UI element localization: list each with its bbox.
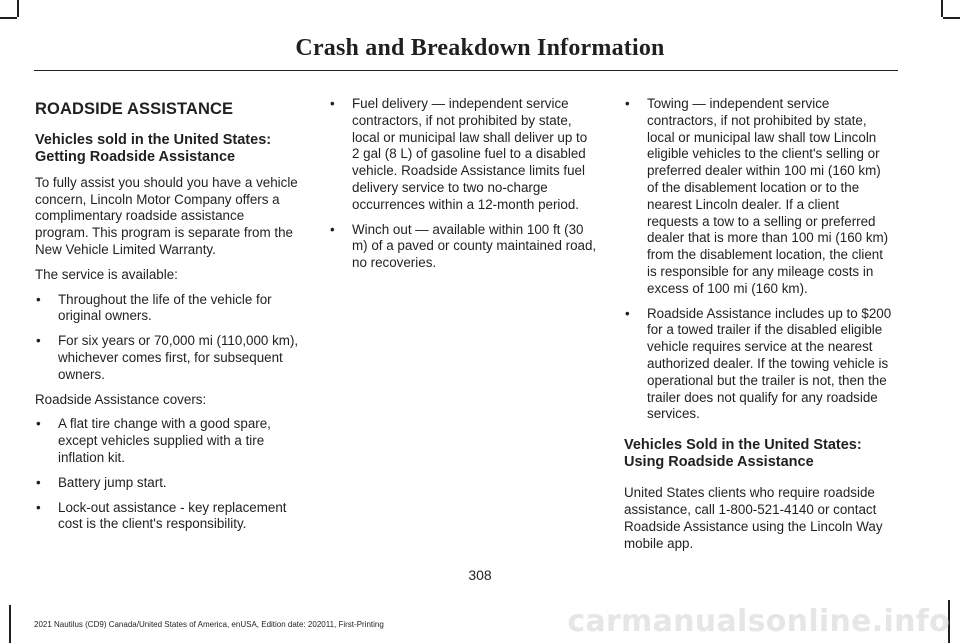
list-item-text: For six years or 70,000 mi (110,000 km), whichever comes first, for subsequent owners. — [58, 333, 299, 382]
list-item-text: Roadside Assistance includes up to $200 for a towed trailer if the disabled eligible vehicle requires service at the nearest authorized dealer. If the towing vehicle is operational but the trailer is not, then the trailer does not qualify for any roadside services. — [647, 305, 892, 422]
crop-mark-top-left-v — [17, 0, 19, 17]
page-header-title: Crash and Breakdown Information — [295, 35, 665, 61]
bullet-icon: • — [36, 474, 41, 490]
list-item — [329, 222, 597, 272]
list-item — [624, 306, 892, 424]
list-item-text: Battery jump start. — [58, 474, 167, 490]
list-item — [35, 500, 301, 534]
crop-mark-bottom-left-v — [9, 605, 11, 643]
covers-list-continued-2 — [624, 96, 892, 423]
footer-edition-info: 2021 Nautilus (CD9) Canada/United States of America, enUSA, Edition date: 202011, First-Printing — [34, 620, 384, 629]
bullet-icon: • — [330, 221, 335, 237]
available-label: The service is available: — [35, 266, 178, 282]
header-rule — [34, 70, 898, 71]
contact-paragraph: United States clients who require roadside assistance, call 1-800-521-4140 or contact Roadside Assistance using the Lincoln Way mobile app. — [624, 485, 883, 551]
intro-paragraph: To fully assist you should you have a vehicle concern, Lincoln Motor Company offers a complimentary roadside assistance program. This program is separate from the New Vehicle Limited Warranty. — [35, 174, 298, 257]
list-item-text: Winch out — available within 100 ft (30 m) of a paved or county maintained road, no recoveries. — [352, 221, 597, 271]
list-item-text: Towing — independent service contractors, if not prohibited by state, local or municipal law shall tow Lincoln eligible vehicles to the client's selling or preferred dealer within 100 mi (160 km) of the disablement location or to the nearest Lincoln dealer. If a client requests a tow to a selling or preferred dealer that is more than 100 mi (160 km) from the disablement location, the client is responsible for any mileage costs in excess of 100 mi (160 km). — [647, 96, 889, 296]
bullet-icon: • — [36, 499, 41, 515]
column-1 — [35, 96, 301, 541]
covers-list — [35, 416, 301, 533]
covers-label: Roadside Assistance covers: — [35, 391, 207, 407]
crop-mark-top-right-v — [941, 0, 943, 17]
watermark: carmanualsonline.info — [567, 604, 950, 639]
column-2 — [329, 96, 597, 280]
available-list — [35, 292, 301, 384]
column-3 — [624, 96, 892, 560]
bullet-icon: • — [36, 416, 41, 432]
bullet-icon: • — [625, 305, 630, 321]
covers-list-continued — [329, 96, 597, 272]
bullet-icon: • — [625, 96, 630, 111]
list-item-text: Lock-out assistance - key replacement cost is the client's responsibility. — [58, 499, 287, 532]
crop-mark-top-left-h — [0, 17, 17, 19]
section-heading: ROADSIDE ASSISTANCE — [35, 100, 234, 118]
page-number: 308 — [468, 567, 492, 583]
list-item — [35, 475, 301, 492]
subheading-using-assistance: Vehicles Sold in the United States: Using Roadside Assistance — [624, 437, 862, 471]
subheading-getting-assistance: Vehicles sold in the United States: Getting Roadside Assistance — [35, 131, 272, 165]
list-item-text: Throughout the life of the vehicle for original owners. — [58, 291, 272, 324]
bullet-icon: • — [36, 333, 41, 349]
list-item — [624, 96, 892, 298]
list-item — [35, 292, 301, 326]
crop-mark-top-right-h — [943, 17, 960, 19]
list-item — [35, 416, 301, 466]
list-item-text: Fuel delivery — independent service contractors, if not prohibited by state, local or municipal law shall deliver up to 2 gal (8 L) of gasoline fuel to a disabled vehicle. Roadside Assistance limits fuel delivery service to two no-charge occurrences within a 12-month period. — [352, 96, 588, 212]
bullet-icon: • — [330, 96, 335, 111]
list-item-text: A flat tire change with a good spare, except vehicles supplied with a tire inflation kit. — [58, 416, 271, 465]
list-item — [35, 333, 301, 383]
list-item — [329, 96, 597, 214]
bullet-icon: • — [36, 291, 41, 307]
